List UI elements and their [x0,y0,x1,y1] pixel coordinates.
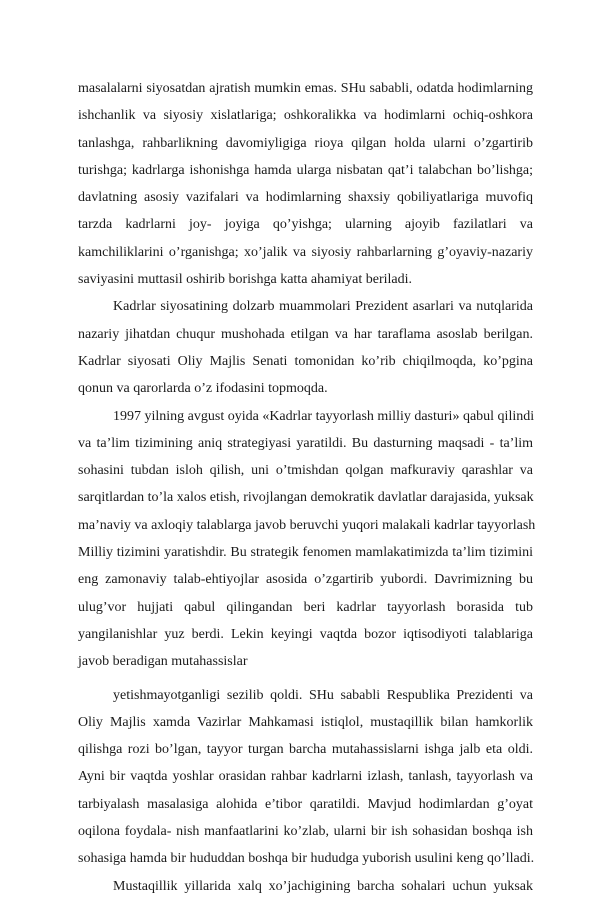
text-line: davlatning asosiy vazifalari va hodimlarning shaxsiy qobiliyatlariga muvofiq [78,190,533,206]
text-line: turishga; kadrlarga ishonishga hamda ularga nisbatan qat’i talabchan bo’lishga; [78,162,533,178]
text-line: Kadrlar siyosati Oliy Majlis Senati tomonidan ko’rib chiqilmoqda, ko’pgina [78,353,533,369]
text-line: tarzda kadrlarni joy- joyiga qo’yishga; ularning ajoyib fazilatlari va [78,217,533,233]
text-line: Kadrlar siyosatining dolzarb muammolari Prezident asarlari va nutqlarida [113,299,533,315]
text-line: ishchanlik va siyosiy xislatlariga; oshkoralikka va hodimlarni ochiq-oshkora [78,108,533,124]
text-line: 1997 yilning avgust oyida «Kadrlar tayyorlash milliy dasturi» qabul qilindi [113,408,535,424]
text-line: Mustaqillik yillarida xalq xo’jachigining barcha sohalari uchun yuksak [113,878,533,894]
text-line: Milliy tizimini yaratishdir. Bu strategik fenomen mamlakatimizda ta’lim tizimini [78,545,533,561]
text-line: sarqitlardan to’la xalos etish, rivojlangan demokratik davlatlar darajasida, yuksak [78,490,534,506]
text-line: ulug’vor hujjati qabul qilingandan beri kadrlar tayyorlash borasida tub [78,599,533,615]
text-line: eng zamonaviy talab-ehtiyojlar asosida o’zgartirib yubordi. Davrimizning bu [78,572,533,588]
text-line: qonun va qarorlarda o’z ifodasini topmoqda. [78,381,328,397]
text-line: yetishmayotganligi sezilib qoldi. SHu sababli Respublika Prezidenti va [113,687,533,703]
text-line: Ayni bir vaqtda yoshlar orasidan rahbar kadrlarni izlash, tanlash, tayyorlash va [78,769,533,785]
text-line: sohasini tubdan isloh qilish, uni o’tmishdan qolgan mafkuraviy qarashlar va [78,463,533,479]
text-line: saviyasini muttasil oshirib borishga katta ahamiyat beriladi. [78,272,412,288]
text-line: yangilanishlar yuz berdi. Lekin keyingi vaqtda bozor iqtisodiyoti talablariga [78,626,533,642]
text-line: kamchiliklarini o’rganishga; xo’jalik va siyosiy rahbarlarning g’oyaviy-nazariy [78,244,533,260]
text-line: sohasiga hamda bir hududdan boshqa bir hududga yuborish usulini keng qo’lladi. [78,851,535,867]
text-line: va ta’lim tizimining aniq strategiyasi yaratildi. Bu dasturning maqsadi - ta’lim [78,435,533,451]
text-line: qilishga rozi bo’lgan, tayyor turgan barcha mutahassislarni ishga jalb eta oldi. [78,742,533,758]
text-line: tanlashga, rahbarlikning davomiyligiga rioya qilgan holda ularni o’zgartirib [78,135,533,151]
text-line: oqilona foydala- nish manfaatlarini ko’zlab, ularni bir ish sohasidan boshqa ish [78,824,533,840]
text-line: nazariy jihatdan chuqur mushohada etilgan va har taraflama asoslab berilgan. [78,326,533,342]
body-text [78,75,536,900]
text-line: javob beradigan mutahassislar [78,654,248,670]
text-line: Oliy Majlis xamda Vazirlar Mahkamasi istiqlol, mustaqillik bilan hamkorlik [78,714,533,730]
text-line: ma’naviy va axloqiy talablarga javob beruvchi yuqori malakali kadrlar tayyorlash [78,517,536,533]
text-line: tarbiyalash masalasiga alohida e’tibor qaratildi. Mavjud hodimlardan g’oyat [78,796,533,812]
text-line: masalalarni siyosatdan ajratish mumkin emas. SHu sababli, odatda hodimlarning [78,81,533,96]
